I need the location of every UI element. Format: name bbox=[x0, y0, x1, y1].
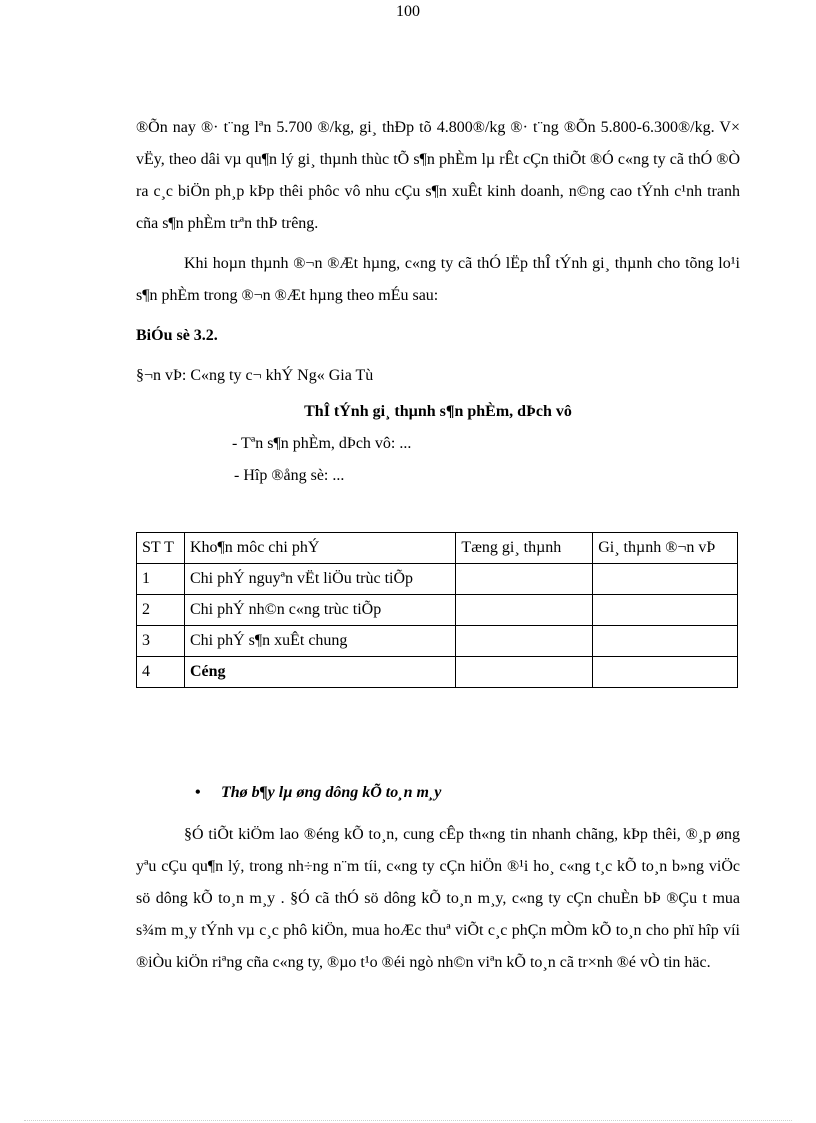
row-unit bbox=[593, 595, 738, 626]
row-total bbox=[456, 626, 593, 657]
row-item: Chi phÝ nh©n c«ng trùc tiÕp bbox=[184, 595, 455, 626]
form-title: ThÎ tÝnh gi¸ thµnh s¶n phÈm, dÞch vô bbox=[304, 403, 572, 420]
row-stt: 2 bbox=[137, 595, 185, 626]
cost-table bbox=[136, 532, 738, 688]
table-header-row bbox=[137, 533, 738, 564]
table-row bbox=[137, 626, 738, 657]
document-body-top bbox=[136, 112, 740, 492]
row-stt: 1 bbox=[137, 564, 185, 595]
row-item-total: Céng bbox=[184, 657, 455, 688]
header-unit-cost: Gi¸ thµnh ®¬n vÞ bbox=[593, 533, 738, 564]
product-line: - Tªn s¶n phÈm, dÞch vô: ... bbox=[232, 435, 412, 452]
row-item: Chi phÝ s¶n xuÊt chung bbox=[184, 626, 455, 657]
footer-divider bbox=[24, 1120, 792, 1121]
row-total bbox=[456, 564, 593, 595]
table-row bbox=[137, 657, 738, 688]
header-stt: ST T bbox=[137, 533, 185, 564]
row-unit bbox=[593, 564, 738, 595]
row-unit bbox=[593, 657, 738, 688]
row-total bbox=[456, 595, 593, 626]
contract-line: - Hîp ®ång sè: ... bbox=[234, 467, 345, 484]
form-label: BiÓu sè 3.2. bbox=[136, 327, 218, 344]
page-number: 100 bbox=[396, 3, 420, 20]
bullet-heading-line bbox=[195, 779, 441, 807]
row-stt: 3 bbox=[137, 626, 185, 657]
document-body-bottom bbox=[136, 819, 740, 979]
bullet-heading: Thø b¶y lµ øng dông kÕ to¸n m¸y bbox=[221, 784, 442, 801]
row-unit bbox=[593, 626, 738, 657]
paragraph-computer-accounting: §Ó tiÕt kiÖm lao ®éng kÕ to¸n, cung cÊp th«ng tin nhanh chãng, kÞp thêi, ®¸p øng yªu cÇu qu¶n lý, trong nh÷ng n¨m tíi, c«ng ty cÇn hiÖn ®¹i ho¸ c«ng t¸c kÕ to¸n b»ng viÖc sö dông kÕ to¸n m¸y . §Ó cã thÓ sö dông kÕ to¸n m¸y, c«ng ty cÇn chuÈn bÞ ®Çu t mua s¾m m¸y tÝnh vµ c¸c phô kiÖn, mua hoÆc thuª viÕt c¸c phÇn mÒm kÕ to¸n cho phï hîp víi ®iÒu kiÖn riªng cña c«ng ty, ®µo t¹o ®éi ngò nh©n viªn kÕ to¸n cã tr×nh ®é vÒ tin häc. bbox=[136, 826, 740, 971]
row-item: Chi phÝ nguyªn vËt liÖu trùc tiÕp bbox=[184, 564, 455, 595]
paragraph-cost-card: Khi hoµn thµnh ®¬n ®Æt hµng, c«ng ty cã thÓ lËp thÎ tÝnh gi¸ thµnh cho tõng lo¹i s¶n phÈm trong ®¬n ®Æt hµng theo mÉu sau: bbox=[136, 255, 740, 304]
table-row bbox=[137, 595, 738, 626]
row-total bbox=[456, 657, 593, 688]
paragraph-continuation: ®Õn nay ®· t¨ng lªn 5.700 ®/kg, gi¸ thÐp tõ 4.800®/kg ®· t¨ng ®Õn 5.800-6.300®/kg. V× vËy, theo dâi vµ qu¶n lý gi¸ thµnh thùc tÕ s¶n phÈm lµ rÊt cÇn thiÕt ®Ó c«ng ty cã thÓ ®Ò ra c¸c biÖn ph¸p kÞp thêi phôc vô nhu cÇu s¶n xuÊt kinh doanh, n©ng cao tÝnh c¹nh tranh cña s¶n phÈm trªn thÞ trêng. bbox=[136, 119, 740, 232]
header-total-cost: Tæng gi¸ thµnh bbox=[456, 533, 593, 564]
unit-line: §¬n vÞ: C«ng ty c¬ khÝ Ng« Gia Tù bbox=[136, 367, 374, 384]
bullet-icon: • bbox=[195, 784, 201, 801]
table-row bbox=[137, 564, 738, 595]
row-stt: 4 bbox=[137, 657, 185, 688]
header-cost-item: Kho¶n môc chi phÝ bbox=[184, 533, 455, 564]
